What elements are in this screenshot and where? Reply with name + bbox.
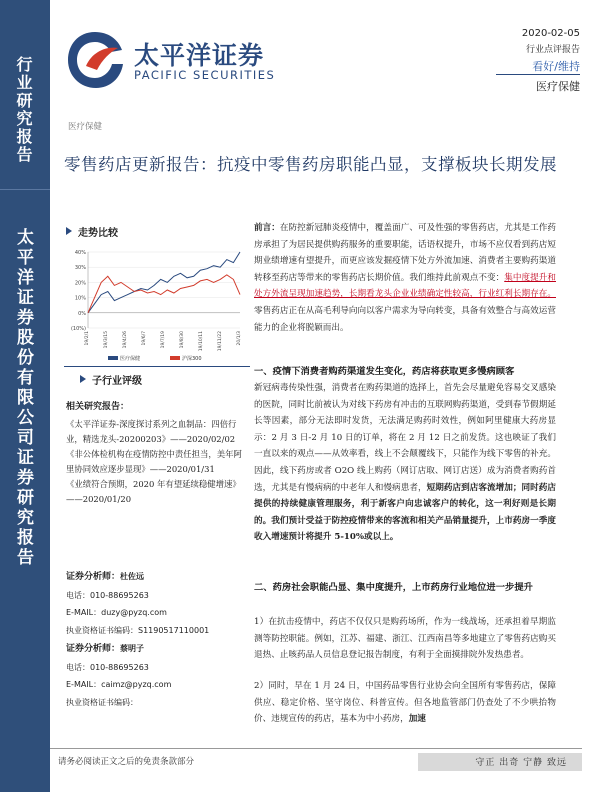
pacific-logo-icon	[66, 30, 124, 90]
related-item[interactable]: 《业绩符合预期，2020 年有望延续稳健增速》——2020/01/20	[66, 479, 241, 504]
footer-disclaimer: 请务必阅读正文之后的免责条款部分	[58, 757, 195, 767]
analyst-name: 杜佐远	[120, 571, 145, 581]
intro-label: 前言：	[254, 223, 280, 233]
trend-chart	[64, 244, 250, 368]
x-tick-label: 19/4/26	[123, 331, 128, 349]
y-tick-label: 0%	[78, 310, 86, 317]
x-tick-label: 19/3/15	[104, 331, 109, 349]
footer-motto: 守正 出奇 宁静 致远	[475, 758, 567, 768]
analyst-name: 蔡明子	[120, 643, 145, 653]
analyst-role: 证券分析师：	[66, 644, 121, 654]
analyst-card	[66, 640, 246, 711]
y-tick-label: 40%	[74, 250, 86, 256]
sub-rating-heading: 子行业评级	[92, 376, 142, 387]
section2-bold: 加速	[408, 714, 426, 725]
report-sector: 医疗保健	[536, 80, 580, 93]
analyst-card	[66, 568, 246, 639]
legend-swatch	[108, 356, 118, 360]
related-heading: 相关研究报告：	[66, 402, 130, 412]
x-tick-label: 19/7/19	[161, 331, 166, 349]
brand-name-cn: 太平洋证券	[134, 41, 265, 70]
analyst-phone: 电话：010-88695263	[66, 590, 149, 600]
page-title: 零售药店更新报告：抗疫中零售药房职能凸显，支撑板块长期发展	[64, 155, 557, 174]
analyst-email[interactable]: E-MAIL：duzy@pyzq.com	[66, 608, 167, 617]
section-marker-icon	[66, 227, 72, 235]
intro-paragraph	[254, 220, 556, 336]
y-tick-label: 30%	[74, 265, 86, 272]
section-marker-icon	[80, 375, 86, 383]
section2-text: 2）同时，早在 1 月 24 日，中国药品零售行业协会向全国所有零售药店，保障供应、稳定价格、坚守岗位、科普宣传。但各地监管部门仍查处了不少哄抬物价、违规宣传的药店，基本为中小药房，	[254, 681, 556, 725]
legend-swatch	[170, 356, 180, 360]
brand-name-en: PACIFIC SECURITIES	[134, 68, 276, 82]
y-tick-label: 20%	[74, 280, 86, 287]
related-item[interactable]: 《太平洋证券-深度探讨系列之血制品：四倍行业，精选龙头-20200203》——2020/02/02	[66, 419, 237, 444]
x-tick-label: 19/2/1	[85, 331, 90, 346]
x-tick-label: 19/11/22	[218, 331, 223, 352]
analyst-email[interactable]: E-MAIL：caimz@pyzq.com	[66, 680, 172, 689]
section1-bold: 短期药店到店客流增加；同时药店提供的持续健康管理服务，利于新客户向忠诚客户的转化，这一利好则是长期的。我们预计受益于防控疫情带来的客流和相关产品销量提升，上市药房一季度收入增速预计将提升 5-10%或以上。	[254, 482, 556, 543]
report-type: 行业点评报告	[525, 45, 580, 55]
intro-text: 在防控新冠肺炎疫情中，覆盖面广、可及性强的零售药店，尤其是工作药房承担了为居民提供购药服务的重要职能，话语权提升，市场不应仅看到药店短期业绩增速有望提升，而更应该发掘疫情下处方外流加速、消费者主要购药渠道转移至药店等带来的零售药店长期价值。我们维持此前观点不变：	[254, 223, 556, 283]
section1-text: 新冠病毒传染性强，消费者在购药渠道的选择上，首先会尽量避免容易交叉感染的医院，同时比前被认为对线下药房有冲击的互联网购药渠道，受到春节假期延长等因素，部分无法即时发货，无法满足购药时效性，例如阿里健康大药房显示：2 月 3 日-2 月 10 日的订单，将在 2 月 12 日之前发货。这也映证了我们一直以来的观点——从效率看，线上不会颠覆线下，只能作为线下零售的补充。因此，线下药房或者 O2O 线上购药（网订店取、网订店送）成为消费者购药首选，尤其是有慢病病的中老年人和慢病患者，	[254, 383, 556, 493]
intro-highlight: 集中度提升和处方外流呈现加速趋势，长期看龙头企业业绩确定性较高，行业红利长期存在。	[254, 272, 556, 300]
category-label: 医疗保健	[68, 122, 103, 132]
section2-para2	[254, 678, 556, 728]
analyst-phone: 电话：010-88695263	[66, 662, 149, 672]
industry-rating: 看好/维持	[532, 60, 580, 73]
report-date: 2020-02-05	[521, 28, 580, 39]
y-tick-label: (10%)	[70, 326, 86, 332]
sidebar-top-label: 行业研究报告	[14, 56, 33, 164]
analyst-cert: 执业资格证书编码：S1190517110001	[66, 625, 210, 635]
related-item[interactable]: 《非公体检机构在疫情防控中责任担当，美年阿里协同效应逐步显现》——2020/01/31	[66, 449, 242, 474]
section1-title: 一、疫情下消费者购药渠道发生变化，药店将获取更多慢病顾客	[254, 366, 515, 377]
header-divider	[496, 74, 580, 75]
section2-title: 二、药房社会职能凸显、集中度提升，上市药房行业地位进一步提升	[254, 582, 533, 593]
footer-divider	[50, 748, 582, 749]
legend-label: 沪深300	[182, 356, 202, 362]
section1-body	[254, 380, 556, 546]
trend-heading: 走势比较	[78, 228, 118, 239]
sub-rating-divider	[64, 366, 250, 367]
x-tick-label: 19/6/7	[142, 331, 147, 346]
x-tick-label: 19/10/11	[199, 331, 204, 352]
analyst-cert: 执业资格证书编码：	[66, 697, 138, 707]
x-tick-label: 19/8/30	[180, 331, 185, 349]
analyst-role: 证券分析师：	[66, 572, 121, 582]
y-tick-label: 10%	[74, 295, 86, 302]
intro-tail: 零售药店正在从高毛利导向向以客户需求为导向转变，具备有效整合与高效运营能力的企业将脱颖而出。	[254, 305, 556, 333]
x-tick-label: 20/1/3	[237, 331, 242, 346]
legend-label: 医疗保健	[120, 356, 141, 362]
section2-para1: 1）在抗击疫情中，药店不仅仅只是购药场所，作为一线战场，还承担着早期监测等防控职能。例如，江苏、福建、浙江、江西南昌等多地建立了零售药店购买退热、止咳药品人员信息登记报告制度，有利于全面摸排院外发热患者。	[254, 617, 556, 661]
related-reports	[66, 400, 246, 507]
sidebar-bottom-label: 太平洋证券股份有限公司证券研究报告	[13, 228, 33, 568]
